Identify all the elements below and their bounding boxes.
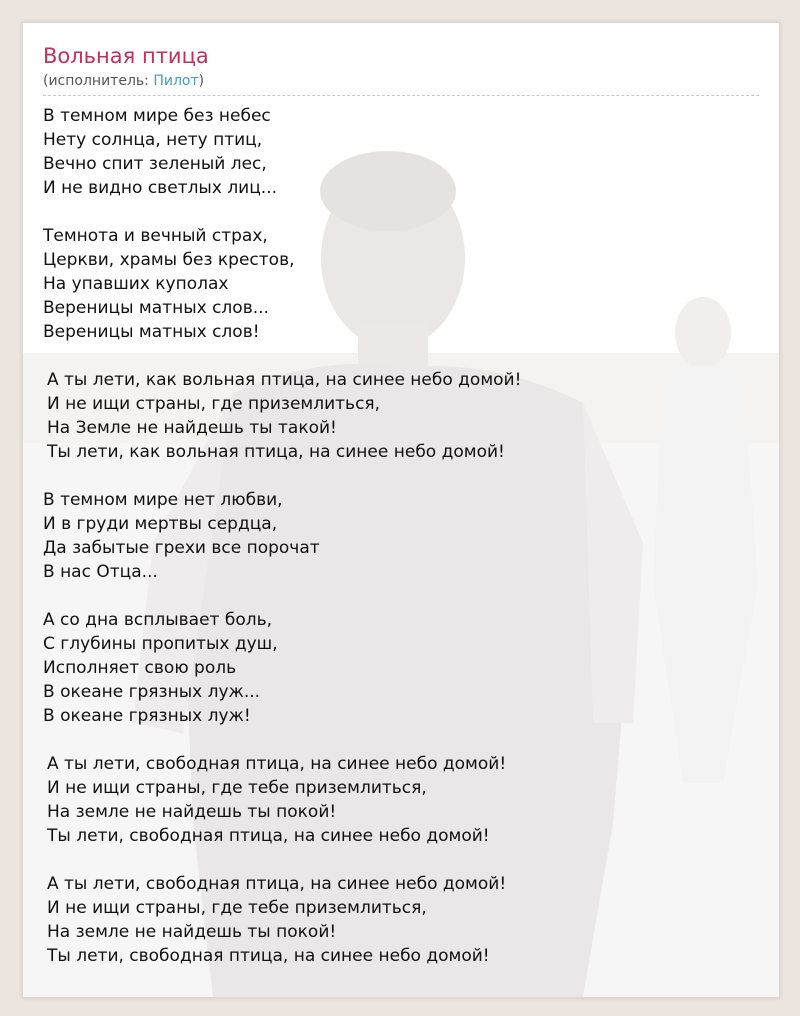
lyric-line: Ты лети, как вольная птица, на синее небо домой! xyxy=(47,442,505,462)
lyric-line: Да забытые грехи все порочат xyxy=(43,538,320,558)
lyric-line: А ты лети, свободная птица, на синее небо домой! xyxy=(47,874,507,894)
lyric-line: В нас Отца... xyxy=(43,562,158,582)
lyric-line: На упавших куполах xyxy=(43,274,229,294)
lyric-line: На земле не найдешь ты покой! xyxy=(47,802,337,822)
lyrics xyxy=(43,104,759,968)
chorus-stanza xyxy=(43,368,759,464)
lyric-line: Ты лети, свободная птица, на синее небо домой! xyxy=(47,826,490,846)
lyric-line: И не ищи страны, где тебе приземлиться, xyxy=(47,898,427,918)
lyric-line: Исполняет свою роль xyxy=(43,658,237,678)
song-content xyxy=(43,41,759,992)
song-title: Вольная птица xyxy=(43,44,209,68)
lyric-line: Вечно спит зеленый лес, xyxy=(43,154,267,174)
verse-stanza xyxy=(43,104,759,200)
lyric-line: В океане грязных луж! xyxy=(43,706,251,726)
lyric-line: В темном мире без небес xyxy=(43,106,271,126)
verse-stanza xyxy=(43,224,759,344)
lyric-line: На земле не найдешь ты покой! xyxy=(47,922,337,942)
artist-suffix: ) xyxy=(198,73,205,89)
lyric-line: Церкви, храмы без крестов, xyxy=(43,250,295,270)
lyric-line: На Земле не найдешь ты такой! xyxy=(47,418,337,438)
verse-stanza xyxy=(43,488,759,584)
lyric-line: Темнота и вечный страх, xyxy=(43,226,268,246)
lyric-line: А ты лети, свободная птица, на синее небо домой! xyxy=(47,754,507,774)
verse-stanza xyxy=(43,608,759,728)
lyric-line: С глубины пропитых душ, xyxy=(43,634,278,654)
lyric-line: И не видно светлых лиц... xyxy=(43,178,278,198)
lyrics-card xyxy=(22,22,780,998)
lyric-line: Вереницы матных слов! xyxy=(43,322,260,342)
lyric-line: В океане грязных луж... xyxy=(43,682,261,702)
lyric-line: И не ищи страны, где приземлиться, xyxy=(47,394,381,414)
lyric-line: И в груди мертвы сердца, xyxy=(43,514,278,534)
lyric-line: И не ищи страны, где тебе приземлиться, xyxy=(47,778,427,798)
artist-link[interactable]: Пилот xyxy=(153,73,199,89)
lyric-line: Вереницы матных слов... xyxy=(43,298,269,318)
artist-prefix: (исполнитель: xyxy=(43,73,154,89)
lyric-line: Нету солнца, нету птиц, xyxy=(43,130,263,150)
artist-line xyxy=(43,71,759,96)
lyric-line: А со дна всплывает боль, xyxy=(43,610,273,630)
lyric-line: Ты лети, свободная птица, на синее небо домой! xyxy=(47,946,490,966)
chorus-stanza xyxy=(43,752,759,848)
chorus-stanza xyxy=(43,872,759,968)
lyric-line: А ты лети, как вольная птица, на синее небо домой! xyxy=(47,370,522,390)
lyric-line: В темном мире нет любви, xyxy=(43,490,283,510)
